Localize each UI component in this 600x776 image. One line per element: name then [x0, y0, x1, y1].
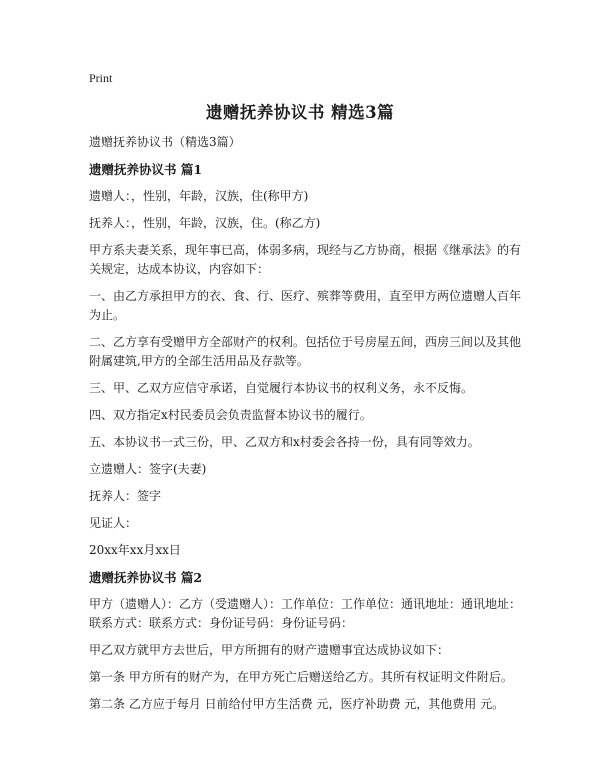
paragraph: 三、甲、乙双方应信守承诺，自觉履行本协议书的权利义务，永不反悔。 [89, 381, 474, 395]
paragraph: 四、双方指定x村民委员会负责监督本协议书的履行。 [89, 408, 372, 422]
paragraph: 甲方系夫妻关系，现年事已高，体弱多病，现经与乙方协商，根据《继承法》的有关规定，达成本协议，内容如下： [89, 243, 522, 276]
paragraph: 甲方（遗赠人）：乙方（受遗赠人）：工作单位：工作单位：通讯地址：通讯地址：联系方式：联系方式：身份证号码：身份证号码： [89, 597, 522, 630]
section-1-heading: 遗赠抚养协议书 篇1 [89, 162, 203, 177]
paragraph: 五、本协议书一式三份，甲、乙双方和x村委会各持一份，具有同等效力。 [89, 435, 480, 449]
signature-line: 抚养人：签字 [89, 489, 162, 503]
paragraph: 二、乙方享有受赠甲方全部财产的权利。包括位于号房屋五间，西房三间以及其他附属建筑,甲方的全部生活用品及存款等。 [89, 335, 522, 368]
section-2-heading: 遗赠抚养协议书 篇2 [89, 570, 203, 585]
paragraph: 第二条 乙方应于每月 日前给付甲方生活费 元，医疗补助费 元，其他费用 元。 [89, 697, 505, 711]
paragraph: 甲乙双方就甲方去世后，甲方所拥有的财产遗赠事宜达成协议如下： [89, 643, 450, 657]
signature-line: 立遗赠人：签字(夫妻) [89, 462, 207, 476]
document-body [89, 133, 521, 722]
print-link[interactable]: Print [89, 71, 113, 85]
paragraph: 抚养人：，性别，年龄，汉族，住。(称乙方) [89, 216, 321, 230]
document-title: 遗赠抚养协议书 精选3篇 [205, 103, 395, 122]
paragraph: 遗赠人：，性别，年龄，汉族，住(称甲方) [89, 189, 309, 203]
date-line: 20xx年xx月xx日 [89, 543, 181, 557]
paragraph: 第一条 甲方所有的财产为，在甲方死亡后赠送给乙方。其所有权证明文件附后。 [89, 670, 513, 684]
signature-line: 见证人： [89, 516, 138, 530]
paragraph: 一、由乙方承担甲方的衣、食、行、医疗、殡葬等费用，直至甲方两位遗赠人百年为止。 [89, 289, 522, 322]
intro-line: 遗赠抚养协议书（精选3篇） [89, 135, 241, 149]
